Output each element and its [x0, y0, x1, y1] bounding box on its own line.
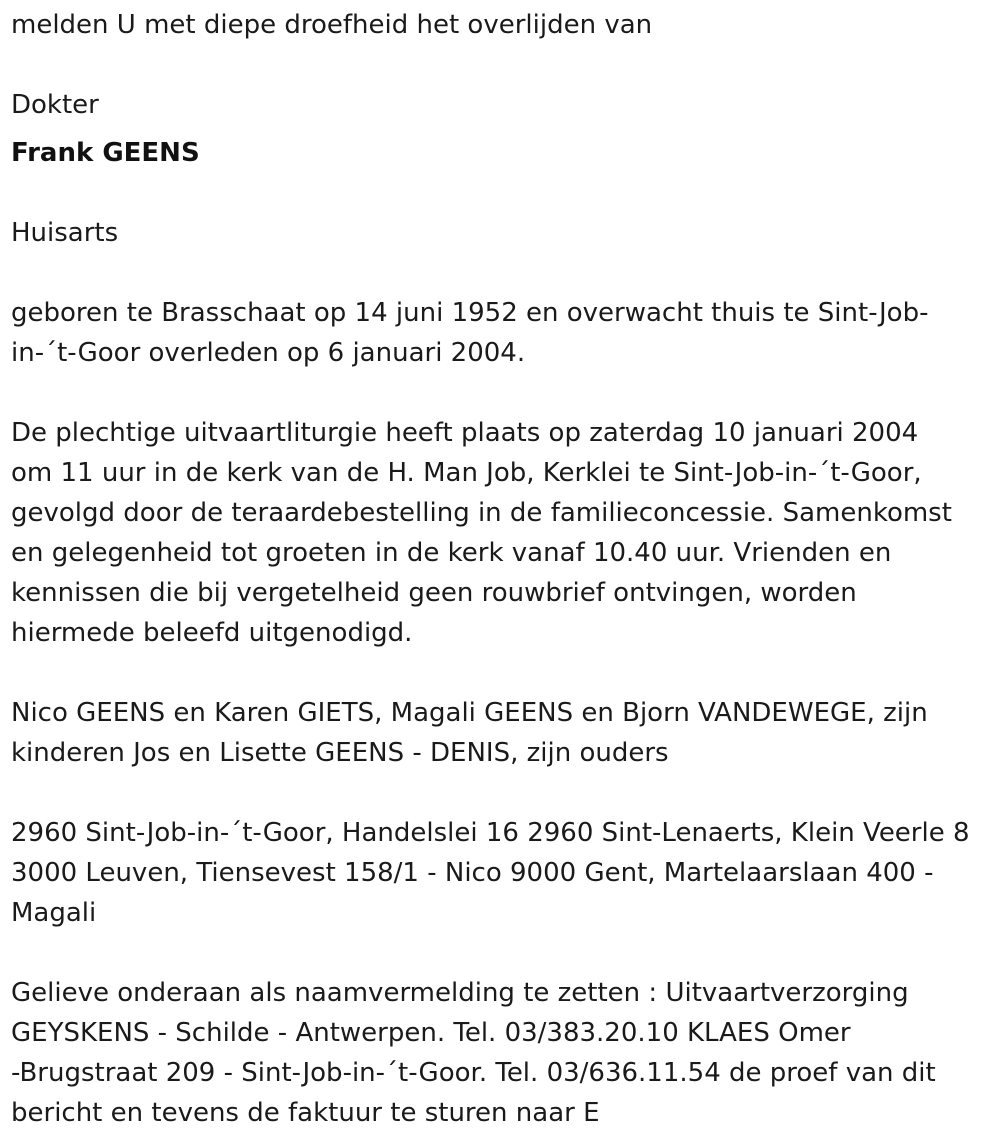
- spacer: [11, 253, 991, 293]
- spacer: [11, 653, 991, 693]
- paragraph-line: om 11 uur in de kerk van de H. Man Job, Kerklei te Sint-Job-in-´t-Goor,: [11, 458, 922, 488]
- paragraph-line: 2960 Sint-Job-in-´t-Goor, Handelslei 16 2960 Sint-Lenaerts, Klein Veerle 8: [11, 818, 970, 848]
- paragraph-line: geboren te Brasschaat op 14 juni 1952 en overwacht thuis te Sint-Job-: [11, 298, 929, 328]
- birth-death-paragraph: [11, 293, 991, 373]
- title-text: Dokter: [11, 90, 99, 120]
- intro-text: melden U met diepe droefheid het overlijden van: [11, 10, 653, 40]
- paragraph-line: Gelieve onderaan als naamvermelding te zetten : Uitvaartverzorging: [11, 978, 909, 1008]
- profession-text: Huisarts: [11, 218, 119, 248]
- paragraph-line: gevolgd door de teraardebestelling in de familieconcessie. Samenkomst: [11, 498, 952, 528]
- paragraph-line: 3000 Leuven, Tiensevest 158/1 - Nico 9000 Gent, Martelaarslaan 400 -: [11, 858, 934, 888]
- spacer: [11, 45, 991, 85]
- paragraph-line: bericht en tevens de faktuur te sturen naar E: [11, 1098, 600, 1128]
- paragraph-line: Magali: [11, 898, 97, 928]
- paragraph-line: kennissen die bij vergetelheid geen rouwbrief ontvingen, worden: [11, 578, 857, 608]
- deceased-name: Frank GEENS: [11, 138, 200, 168]
- funeral-paragraph: [11, 413, 991, 653]
- paragraph-line: GEYSKENS - Schilde - Antwerpen. Tel. 03/383.20.10 KLAES Omer: [11, 1018, 851, 1048]
- paragraph-line: in-´t-Goor overleden op 6 januari 2004.: [11, 338, 526, 368]
- paragraph-line: Nico GEENS en Karen GIETS, Magali GEENS en Bjorn VANDEWEGE, zijn: [11, 698, 928, 728]
- obituary-document: [11, 0, 991, 1133]
- addresses-paragraph: [11, 813, 991, 933]
- paragraph-line: en gelegenheid tot groeten in de kerk vanaf 10.40 uur. Vrienden en: [11, 538, 892, 568]
- spacer: [11, 373, 991, 413]
- paragraph-line: -Brugstraat 209 - Sint-Job-in-´t-Goor. Tel. 03/636.11.54 de proef van dit: [11, 1058, 936, 1088]
- family-paragraph: [11, 693, 991, 773]
- paragraph-line: De plechtige uitvaartliturgie heeft plaats op zaterdag 10 januari 2004: [11, 418, 919, 448]
- spacer: [11, 933, 991, 973]
- notice-paragraph: [11, 973, 991, 1133]
- paragraph-line: kinderen Jos en Lisette GEENS - DENIS, zijn ouders: [11, 738, 669, 768]
- spacer: [11, 773, 991, 813]
- spacer: [11, 173, 991, 213]
- paragraph-line: hiermede beleefd uitgenodigd.: [11, 618, 413, 648]
- spacer: [11, 125, 991, 133]
